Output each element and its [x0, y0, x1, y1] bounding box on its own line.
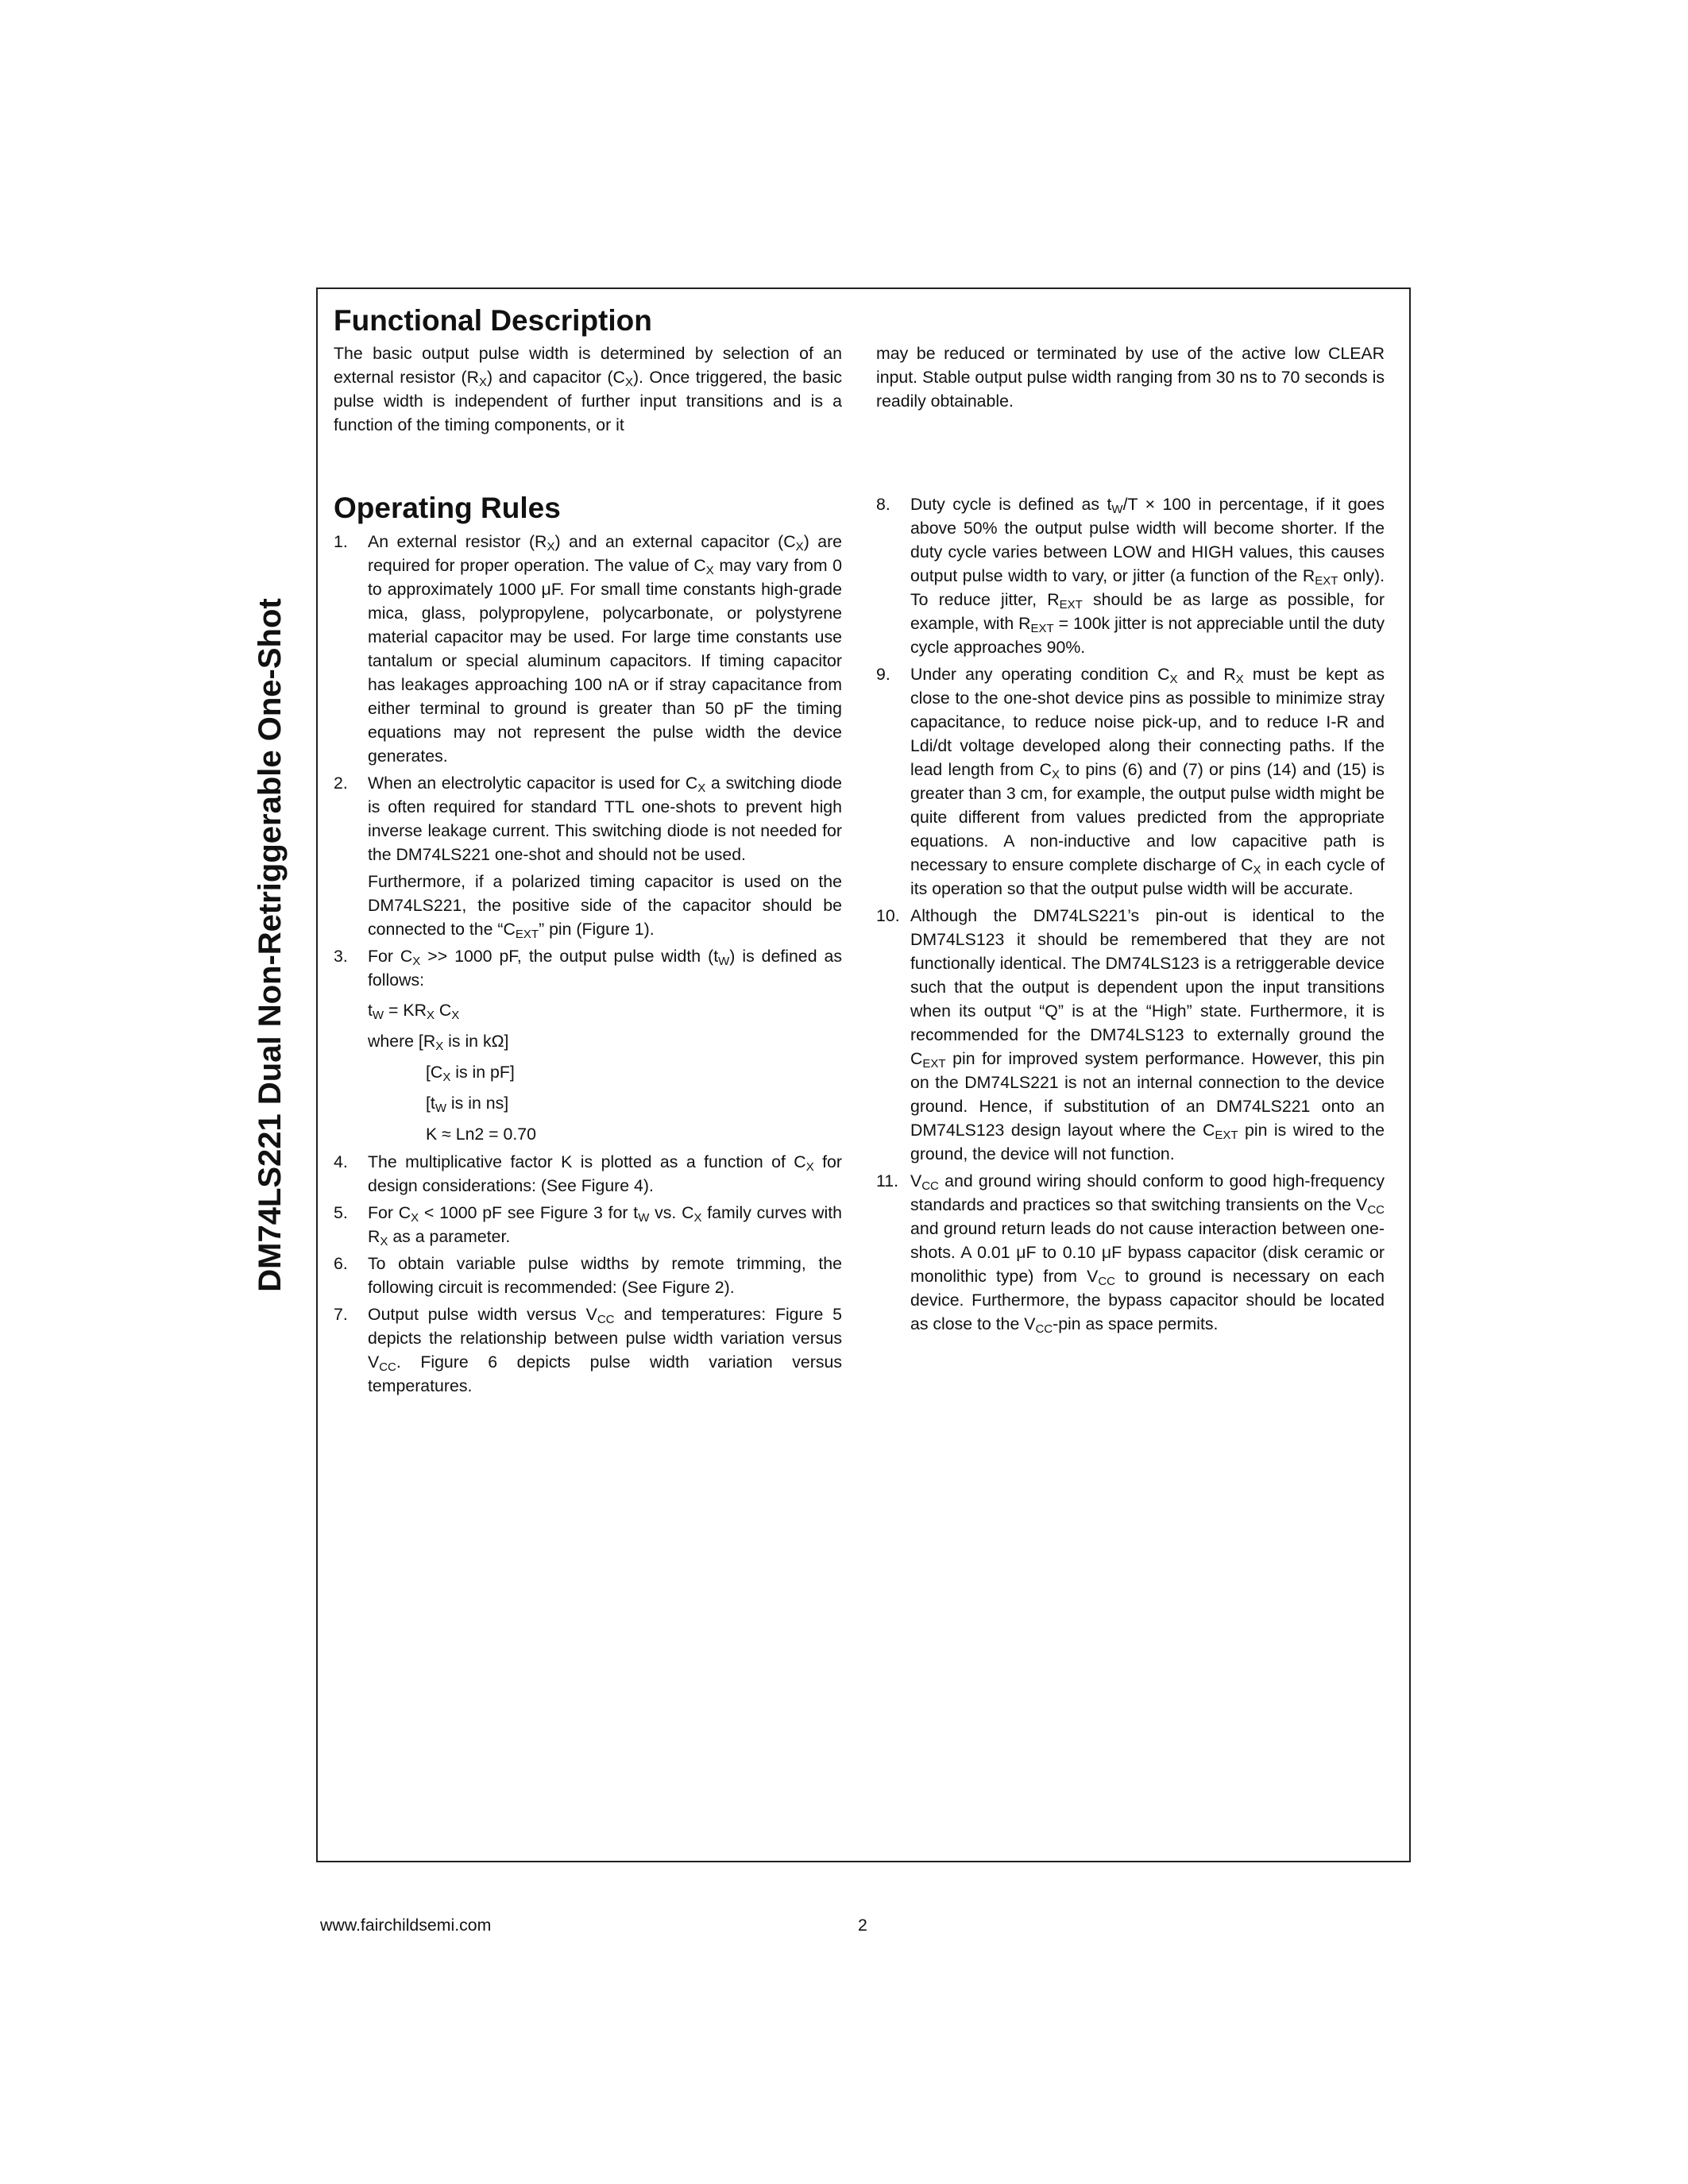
rule-number: 1. [334, 532, 348, 551]
rule-item-5 [334, 1201, 842, 1248]
page-number: 2 [858, 1916, 867, 1935]
functional-description-paragraph-cont: may be reduced or terminated by use of the active low CLEAR input. Stable output pulse width ranging from 30 ns to 70 seconds is readily obtainable. [876, 344, 1385, 411]
footer-url: www.fairchildsemi.com [320, 1916, 492, 1935]
functional-description-left [334, 341, 842, 437]
rule-number: 2. [334, 774, 348, 793]
functional-description-right [876, 341, 1385, 413]
rule-number: 4. [334, 1152, 348, 1171]
rule-number: 10. [876, 906, 900, 925]
rule-text: To obtain variable pulse widths by remote trimming, the following circuit is recommended: (See Figure 2). [368, 1254, 842, 1297]
rule-item-2 [334, 771, 842, 941]
rule-text-continued: Furthermore, if a polarized timing capacitor is used on the DM74LS221, the positive side of the capacitor should be connected to the “$C_{EXT}$” pin (Figure 1). [368, 872, 842, 941]
rule-item-1 [334, 530, 842, 768]
rule-text: An external resistor $(R_X)$ and an external capacitor $(C_X)$ are required for proper operation. The value of $C_X$ may vary from 0 to approximately 1000 μF. For small time constants high-grade mica, glass, polypropylene, polycarbonate, or polystyrene material capacitor may be used. For large time constants use tantalum or special aluminum capacitors. If timing capacitor has leakages approaching 100 nA or if stray capacitance from either terminal to ground is greater than 50 pF the timing equations may not represent the pulse width the device generates. [368, 532, 843, 766]
rule-text: When an electrolytic capacitor is used for $C_X$ a switching diode is often required for standard TTL one-shots to prevent high inverse leakage current. This switching diode is not needed for the DM74LS221 one-shot and should not be used. [368, 774, 842, 864]
rule-number: 5. [334, 1203, 348, 1222]
equation-unit-cx: [$C_X$ is in pF] [426, 1063, 515, 1084]
rule-text: $V_{CC}$ and ground wiring should conform to good high-frequency standards and practices so that switching transients on the $V_{CC}$ and ground return leads do not cause interaction between one-shots. A 0.01 μF to 0.10 μF bypass capacitor (disk ceramic or monolithic type) from $V_{CC}$ to ground is necessary on each device. Furthermore, the bypass capacitor should be located as close to the $V_{CC}$-pin as space permits. [910, 1171, 1385, 1336]
rule-number: 6. [334, 1254, 348, 1273]
rule-item-6 [334, 1252, 842, 1299]
functional-description-heading: Functional Description [334, 304, 652, 337]
rule-text: Under any operating condition $C_X$ and $R_X$ must be kept as close to the one-shot device pins as possible to minimize stray capacitance, to reduce noise pick-up, and to reduce I-R and Ldi/dt voltage developed along their connecting paths. If the lead length from $C_X$ to pins (6) and (7) or pins (14) and (15) is greater than 3 cm, for example, the output pulse width might be quite different from values predicted from the appropriate equations. A non-inductive and low capacitive path is necessary to ensure complete discharge of $C_X$ in each cycle of its operation so that the output pulse width will be accurate. [910, 665, 1385, 898]
rule-item-10 [876, 904, 1385, 1166]
rule-item-3 [334, 944, 842, 992]
rule-number: 3. [334, 947, 348, 966]
rule-number: 8. [876, 495, 890, 514]
operating-rules-right-column [876, 492, 1385, 1339]
rule-text: Output pulse width versus $V_{CC}$ and temperatures: Figure 5 depicts the relationship between pulse width variation versus $V_{CC}$. Figure 6 depicts pulse width variation versus temperatures. [368, 1305, 842, 1395]
rule-item-9 [876, 662, 1385, 901]
rule-text: The multiplicative factor K is plotted as a function of $C_X$ for design considerations: (See Figure 4). [368, 1152, 842, 1195]
rule-number: 7. [334, 1305, 348, 1324]
rule-number: 9. [876, 665, 890, 684]
rule-text: Although the DM74LS221’s pin-out is identical to the DM74LS123 it should be remembered that they are not functionally identical. The DM74LS123 is a retriggerable device such that the output is dependent upon the input transitions when its output “Q” is at the “High” state. Furthermore, it is recommended for the DM74LS123 to externally ground the $C_{EXT}$ pin for improved system performance. However, this pin on the DM74LS221 is not an internal connection to the device ground. Hence, if substitution of an DM74LS221 onto an DM74LS123 design layout where the $C_{EXT}$ pin is wired to the ground, the device will not function. [910, 906, 1385, 1163]
rule-item-7 [334, 1302, 842, 1398]
equation-k-constant: K ≈ Ln2 = 0.70 [426, 1125, 536, 1144]
operating-rules-heading: Operating Rules [334, 492, 561, 524]
rule-text: Duty cycle is defined as $t_W/T \times 100$ in percentage, if it goes above 50% the output pulse width will become shorter. If the duty cycle varies between LOW and HIGH values, this causes output pulse width to vary, or jitter (a function of the $R_{EXT}$ only). To reduce jitter, $R_{EXT}$ should be as large as possible, for example, with $R_{EXT} = 100k$ jitter is not appreciable until the duty cycle approaches 90%. [910, 495, 1385, 657]
rule-number: 11. [876, 1171, 899, 1190]
pulse-width-equation: $t_W = KR_X$ $C_X$ [368, 1001, 460, 1022]
rule-item-11 [876, 1169, 1385, 1336]
rule-text: For $C_X >> 1000$ pF, the output pulse width $(t_W)$ is defined as follows: [368, 947, 842, 990]
rule-item-8 [876, 492, 1385, 659]
equation-where-rx: where [$R_X$ is in kΩ] [368, 1032, 509, 1053]
rule-item-4 [334, 1150, 842, 1198]
operating-rules-left-column [334, 530, 842, 1401]
functional-description-paragraph: The basic output pulse width is determined by selection of an external resistor $(R_X)$ and capacitor $(C_X)$. Once triggered, the basic pulse width is independent of further input transitions and is a function of the timing components, or it [334, 344, 843, 434]
rule-text: For $C_X < 1000$ pF see Figure 3 for $t_W$ vs. $C_X$ family curves with $R_X$ as a parameter. [368, 1203, 842, 1248]
equation-unit-tw: [$t_W$ is in ns] [426, 1094, 509, 1115]
document-side-title: DM74LS221 Dual Non-Retriggerable One-Shot [253, 598, 288, 1292]
